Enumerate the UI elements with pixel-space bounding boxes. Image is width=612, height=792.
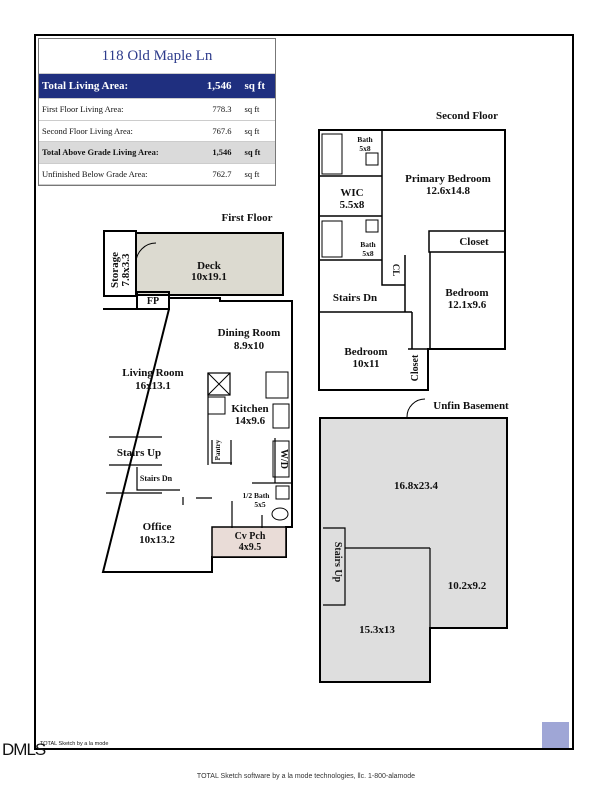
kitchen-size: 14x9.6 (234, 415, 266, 427)
stairs-up-label: Stairs Up (116, 447, 162, 459)
dmls-logo: DMLS (2, 740, 46, 759)
footer-credit: TOTAL Sketch software by a la mode technologies, llc. 1-800-alamode (196, 773, 416, 780)
basement-outline (320, 418, 507, 682)
dining-label: Dining Room (217, 327, 281, 339)
wic-label: WIC (340, 187, 364, 199)
half-bath-label: 1/2 Bath (242, 491, 270, 500)
property-address: 118 Old Maple Ln (39, 39, 275, 74)
bedroom-left-label: Bedroom (344, 346, 388, 358)
deck-size: 10x19.1 (191, 271, 227, 283)
stairs-dn-second-label: Stairs Dn (332, 292, 378, 304)
summary-row-second-floor: Second Floor Living Area: 767.6 sq ft (39, 120, 275, 142)
primary-bedroom-label: Primary Bedroom (405, 173, 491, 185)
fp-label: FP (146, 296, 160, 307)
bedroom-right-label: Bedroom (445, 287, 489, 299)
stairs-dn-first-label: Stairs Dn (139, 474, 173, 483)
basement-left-size: 15.3x13 (359, 624, 395, 636)
half-bath-sink-icon (276, 486, 289, 499)
summary-row-above-grade: Total Above Grade Living Area: 1,546 sq ft (39, 142, 275, 164)
wd-label: W/D (278, 449, 289, 469)
bathtub-1-icon (322, 134, 342, 174)
cooktop-icon (273, 404, 289, 428)
cv-pch-label: Cv Pch (234, 531, 266, 542)
office-label: Office (142, 521, 172, 533)
kitchen-label: Kitchen (231, 403, 269, 415)
primary-bedroom-size: 12.6x14.8 (426, 185, 470, 197)
summary-row-below-grade: Unfinished Below Grade Area: 762.7 sq ft (39, 163, 275, 185)
bathtub-2-icon (322, 221, 342, 257)
cv-pch-size: 4x9.5 (238, 542, 262, 553)
dining-size: 8.9x10 (233, 340, 265, 352)
storage-label: Storage (109, 251, 121, 289)
pantry-label: Pantry (214, 439, 222, 461)
bath-2-size: 5x8 (362, 249, 374, 258)
living-label: Living Room (122, 367, 184, 379)
bath-2-sink-icon (366, 220, 378, 232)
half-bath-size: 5x5 (254, 500, 266, 509)
fridge-icon (266, 372, 288, 398)
basement-heading: Unfin Basement (433, 400, 509, 412)
corner-badge-icon (542, 722, 569, 748)
office-size: 10x13.2 (139, 534, 175, 546)
bath-1-size: 5x8 (359, 144, 371, 153)
basement-stairs-label: Stairs Up (332, 541, 343, 583)
summary-row-total: Total Living Area: 1,546 sq ft (39, 74, 275, 99)
closet-top-label: Closet (459, 236, 489, 248)
toilet-icon (272, 508, 288, 520)
second-floor-heading: Second Floor (435, 110, 499, 122)
bath-1-sink-icon (366, 153, 378, 165)
basement-right-size: 10.2x9.2 (447, 580, 487, 592)
basement-door-swing (407, 399, 425, 417)
closet-side-label: Closet (410, 354, 421, 382)
bedroom-left-size: 10x11 (352, 358, 380, 370)
bath-2-label: Bath (360, 240, 376, 249)
summary-row-first-floor: First Floor Living Area: 778.3 sq ft (39, 99, 275, 121)
cl-label: CL (391, 263, 401, 277)
sink-icon (208, 397, 225, 414)
bath-1-label: Bath (357, 135, 373, 144)
first-floor-heading: First Floor (221, 212, 273, 224)
storage-size: 7.8x3.3 (120, 253, 132, 287)
bedroom-right-size: 12.1x9.6 (447, 299, 487, 311)
footer-small-credit: TOTAL Sketch by a la mode (40, 741, 109, 747)
wic-size: 5.5x8 (339, 199, 365, 211)
basement-main-size: 16.8x23.4 (394, 480, 438, 492)
deck-label: Deck (197, 260, 221, 272)
living-size: 16x13.1 (135, 380, 171, 392)
